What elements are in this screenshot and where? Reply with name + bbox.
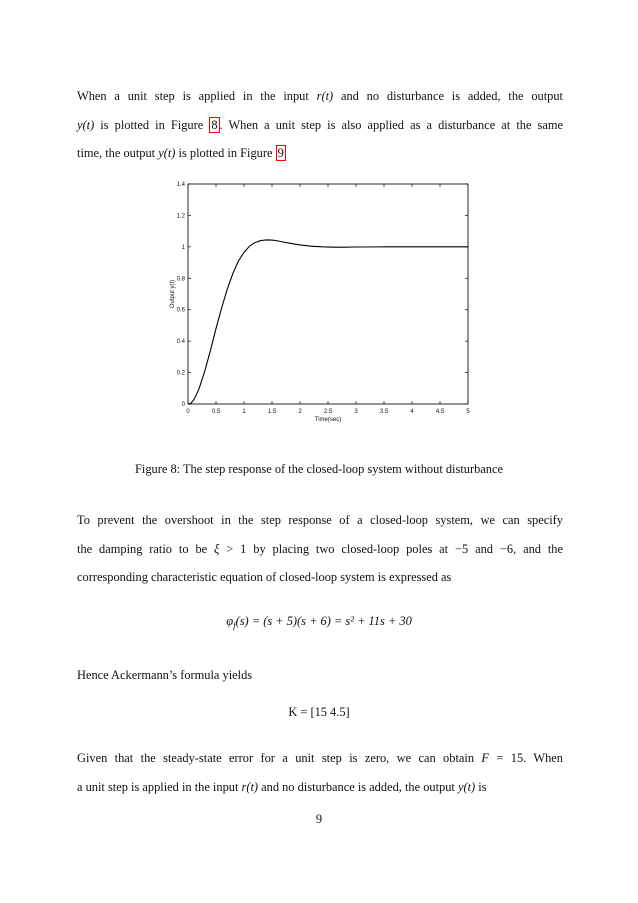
series-line (188, 240, 468, 404)
text-run: and no disturbance is added, the output (333, 89, 563, 103)
x-tick-label: 2 (298, 409, 302, 415)
math-symbol: r(t) (241, 779, 259, 794)
para1-line (77, 111, 563, 140)
x-tick-label: 3.5 (379, 409, 389, 415)
x-axis-label: Time(sec) (314, 417, 342, 423)
y-tick-label: 0.2 (176, 370, 185, 377)
x-tick-label: 2.5 (323, 409, 333, 415)
y-tick-label: 1 (181, 244, 185, 251)
math-symbol: y(t) (158, 146, 176, 160)
y-tick-label: 0.8 (176, 276, 185, 283)
text-run: is plotted in Figure (175, 146, 276, 160)
para1-line (77, 139, 563, 168)
math-symbol: r(t) (316, 89, 334, 103)
y-tick-label: 1.4 (176, 182, 185, 188)
x-tick-label: 1.5 (267, 409, 277, 415)
figure-ref-link[interactable]: 9 (277, 146, 284, 160)
equation-gain (0, 705, 638, 720)
para2-line (77, 506, 563, 535)
text-run: is plotted in Figure (94, 117, 210, 132)
text-run: To prevent the overshoot in the step response of a closed-loop system, we can specify (77, 513, 563, 527)
para2-line (77, 535, 563, 564)
text-run: the damping ratio to be (77, 541, 215, 556)
x-tick-label: 4.5 (435, 409, 445, 415)
text-run: > 1 by placing two closed-loop poles at −5 and −6, and the (219, 541, 563, 556)
x-tick-label: 3 (354, 409, 358, 415)
text-run: is (475, 779, 487, 794)
text-run: When a unit step is applied in the input (77, 89, 317, 103)
math-symbol: y(t) (457, 779, 476, 794)
text-run: time, the output (77, 146, 159, 160)
para1-line (77, 82, 563, 111)
plot-frame (188, 184, 468, 404)
paragraph-ackermann-text: Hence Ackermann’s formula yields (77, 668, 253, 682)
paragraph-intro (77, 82, 563, 168)
text-run: corresponding characteristic equation of closed-loop system is expressed as (77, 570, 452, 584)
math-symbol: F (481, 751, 489, 765)
x-tick-label: 0 (186, 409, 190, 415)
equation-characteristic-text: $\varphi_f(s) = (s + 5)(s + 6) = s^2 + 11s + 30$ (226, 614, 412, 631)
equation-gain-text: K = [15 4.5] (288, 705, 350, 719)
para4-line (77, 744, 563, 773)
figure-caption: Figure 8: The step response of the closed-loop system without disturbance (135, 462, 503, 476)
paragraph-steady-state (77, 744, 563, 801)
paragraph-damping (77, 506, 563, 592)
equation-characteristic (0, 614, 638, 630)
para4-line (77, 773, 563, 802)
text-run: Given that the steady-state error for a unit step is zero, we can obtain (77, 751, 482, 765)
text-run: a unit step is applied in the input (77, 779, 242, 794)
x-tick-label: 1 (242, 409, 246, 415)
y-tick-label: 0.4 (176, 339, 185, 346)
math-symbol: y(t) (77, 117, 95, 132)
y-axis-label: Output y(t) (170, 279, 176, 309)
x-tick-label: 4 (410, 409, 414, 415)
y-tick-label: 1.2 (176, 213, 185, 220)
step-response-chart (162, 176, 482, 426)
paragraph-ackermann (77, 661, 563, 690)
x-tick-label: 0.5 (211, 409, 221, 415)
page-number: 9 (315, 812, 323, 826)
text-run: . When a unit step is also applied as a disturbance at the same (219, 117, 563, 132)
figure-ref-link[interactable]: 8 (211, 117, 218, 132)
para2-line (77, 563, 563, 592)
y-tick-label: 0 (181, 402, 185, 408)
text-run: = 15. When (489, 751, 563, 765)
x-tick-label: 5 (466, 409, 470, 415)
math-symbol: ξ (214, 541, 220, 556)
text-run: and no disturbance is added, the output (258, 779, 458, 794)
y-tick-label: 0.6 (176, 307, 185, 314)
